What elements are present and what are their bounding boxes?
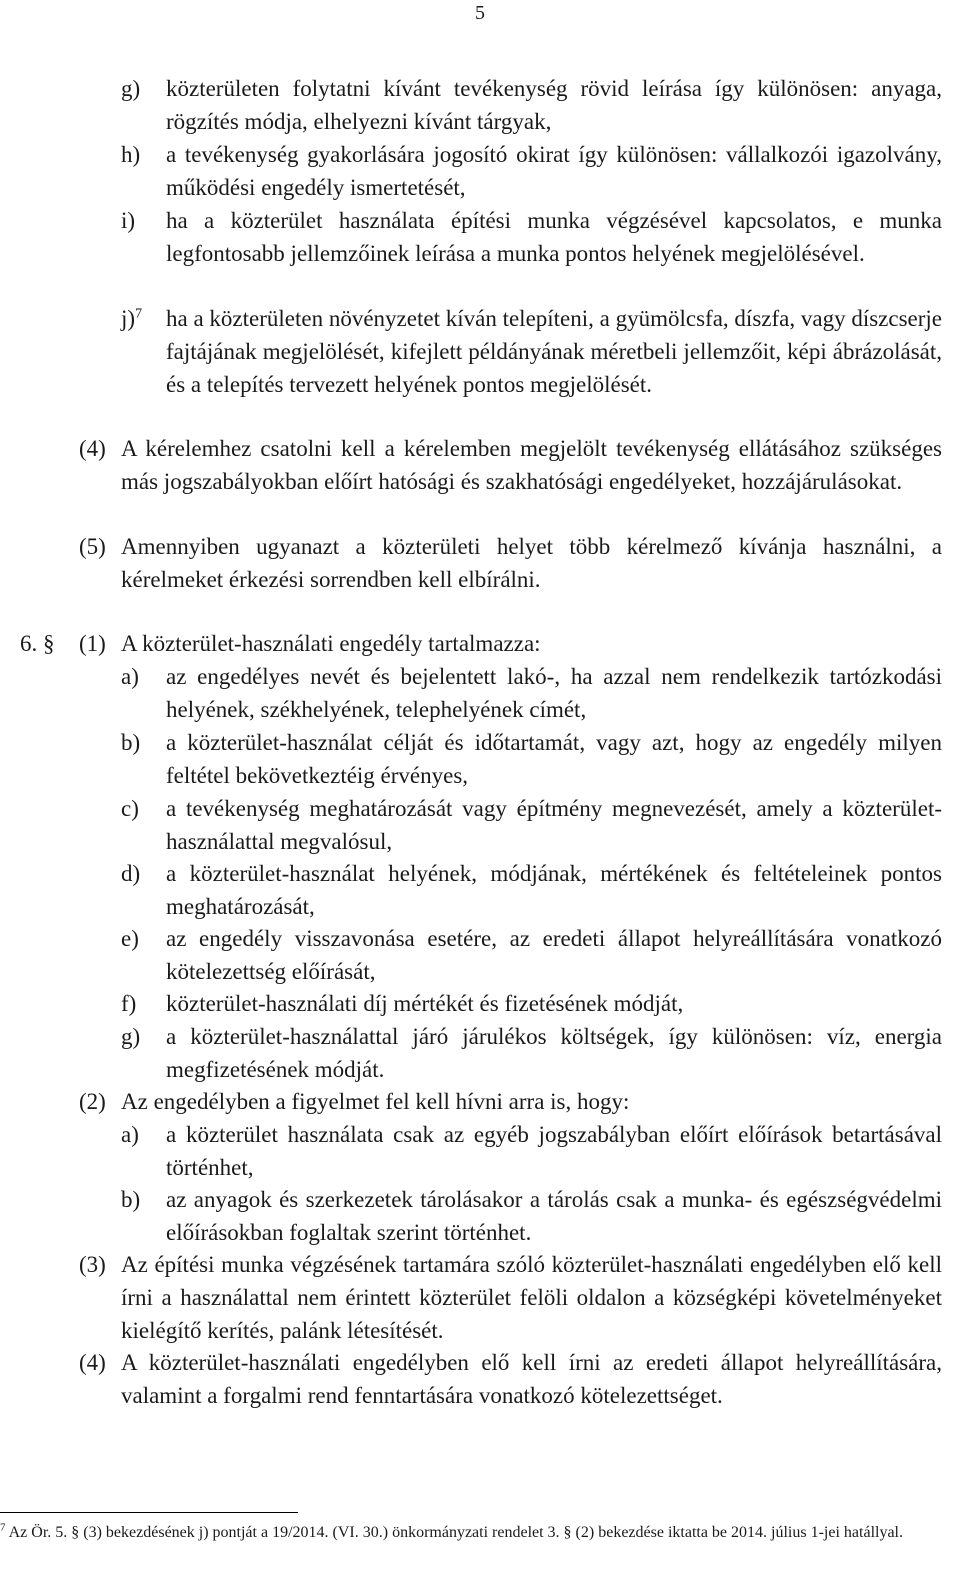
item-text: az engedélyes nevét és bejelentett lakó-, ha azzal nem rendelkezik tartózkodási helyének, székhelyének, telephelyének címét,	[166, 664, 942, 722]
paragraph-text: A kérelemhez csatolni kell a kérelemben megjelölt tevékenység ellátásához szükséges más jogszabályokban előírt hatósági és szakhatósági engedélyeket, hozzájárulásokat.	[121, 436, 942, 494]
item-text: a közterület-használattal járó járulékos költségek, így különösen: víz, energia megfizetésének módját.	[166, 1024, 942, 1082]
paragraph-text: A közterület-használati engedélyben elő kell írni az eredeti állapot helyreállítására, valamint a forgalmi rend fenntartására vonatkozó kötelezettséget.	[121, 1350, 942, 1408]
section-number: 6. §	[20, 631, 55, 656]
footnote-text: Az Ör. 5. § (3) bekezdésének j) pontját a 19/2014. (VI. 30.) önkormányzati rendelet 3. § (2) bekezdése iktatta be 2014. július 1-jei hatállyal.	[5, 1524, 903, 1541]
paragraph-text: Az építési munka végzésének tartamára szóló közterület-használati engedélyben elő kell írni a használattal nem érintett közterület felöli oldalon a községképi követelményeket kielégítő kerítés, palánk létesítését.	[121, 1252, 942, 1343]
item-label	[121, 302, 142, 335]
paragraph-number: (4)	[79, 436, 106, 461]
paragraph-number: (5)	[79, 534, 106, 559]
item-label: c)	[121, 796, 139, 821]
paragraph-text: Amennyiben ugyanazt a közterületi helyet több kérelmező kívánja használni, a kérelmeket érkezési sorrendben kell elbírálni.	[121, 534, 942, 592]
item-label: a)	[121, 1122, 139, 1147]
item-label: h)	[121, 142, 141, 167]
item-label: g)	[121, 76, 141, 101]
item-label: f)	[121, 991, 137, 1016]
item-text: a tevékenység meghatározását vagy építmény megnevezését, amely a közterület-használattal megvalósul,	[166, 796, 942, 854]
item-label: e)	[121, 926, 139, 951]
item-text: közterületen folytatni kívánt tevékenység rövid leírása így különösen: anyaga, rögzítés módja, elhelyezni kívánt tárgyak,	[166, 76, 942, 134]
paragraph-number: (1)	[79, 631, 106, 656]
paragraph-number: (3)	[79, 1252, 106, 1277]
item-label: g)	[121, 1024, 141, 1049]
item-label: i)	[121, 208, 136, 233]
item-label-text: j)	[121, 306, 136, 331]
item-text: a közterület használata csak az egyéb jogszabályban előírt előírások betartásával történhet,	[166, 1122, 942, 1180]
item-label: b)	[121, 730, 141, 755]
paragraph-number: (2)	[79, 1089, 106, 1114]
footnote	[0, 1522, 928, 1543]
item-label: a)	[121, 664, 139, 689]
item-label: b)	[121, 1187, 141, 1212]
paragraph-number: (4)	[79, 1350, 106, 1375]
item-text: az anyagok és szerkezetek tárolásakor a tárolás csak a munka- és egészségvédelmi előírásokban foglaltak szerint történhet.	[166, 1187, 942, 1245]
item-text: ha a közterület használata építési munka végzésével kapcsolatos, e munka legfontosabb jellemzőinek leírása a munka pontos helyének megjelölésével.	[166, 208, 942, 266]
paragraph-text: A közterület-használati engedély tartalmazza:	[121, 631, 541, 656]
item-text: az engedély visszavonása esetére, az eredeti állapot helyreállítására vonatkozó kötelezettség előírását,	[166, 926, 942, 984]
item-label: d)	[121, 861, 141, 886]
paragraph-text: Az engedélyben a figyelmet fel kell hívni arra is, hogy:	[121, 1089, 630, 1114]
footnote-separator	[0, 1512, 298, 1513]
footnote-reference: 7	[135, 306, 143, 322]
item-text: közterület-használati díj mértékét és fizetésének módját,	[166, 991, 684, 1016]
footnote-mark: 7	[0, 1521, 6, 1534]
item-text: a közterület-használat helyének, módjának, mértékének és feltételeinek pontos meghatározását,	[166, 861, 942, 919]
page-number: 5	[475, 2, 485, 24]
item-text: ha a közterületen növényzetet kíván telepíteni, a gyümölcsfa, díszfa, vagy díszcserje fajtájának megjelölését, kifejlett példányának méretbeli jellemzőit, képi ábrázolását, és a telepítés tervezett helyének pontos megjelölését.	[166, 306, 942, 397]
item-text: a közterület-használat célját és időtartamát, vagy azt, hogy az engedély milyen feltétel bekövetkeztéig érvényes,	[166, 730, 942, 788]
item-text: a tevékenység gyakorlására jogosító okirat így különösen: vállalkozói igazolvány, működési engedély ismertetését,	[166, 142, 942, 200]
